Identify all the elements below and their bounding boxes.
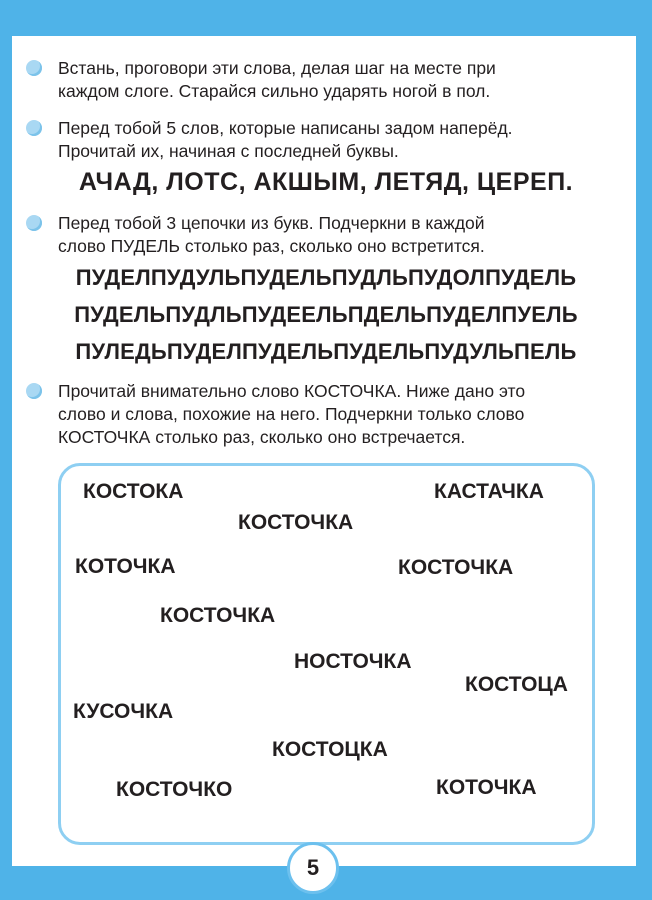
task-4-line-1: Прочитай внимательно слово КОСТОЧКА. Ниже дано это	[58, 381, 526, 401]
box-word: КОТОЧКА	[436, 776, 537, 799]
page-number: 5	[287, 842, 339, 894]
page-frame-left	[0, 0, 12, 900]
task-3-line-1: Перед тобой 3 цепочки из букв. Подчеркни в каждой	[58, 213, 485, 233]
task-1	[58, 57, 593, 103]
box-word: НОСТОЧКА	[294, 650, 412, 673]
task-2	[58, 117, 593, 163]
box-word: КОСТОКА	[83, 480, 184, 503]
box-word: КОСТОЦА	[465, 673, 568, 696]
box-word: КОСТОЧКА	[238, 511, 354, 534]
page-frame-top	[0, 0, 652, 36]
box-word: КОСТОЦКА	[272, 738, 388, 761]
letter-chain-3: ПУЛЕДЬПУДЕЛПУДЕЛЬПУДЕЛЬПУДУЛЬПЕЛЬ	[75, 339, 577, 364]
task-1-line-2: каждом слоге. Старайся сильно ударять ногой в пол.	[58, 81, 491, 101]
letter-chain-2: ПУДЕЛЬПУДЛЬПУДЕЕЛЬПДЕЛЬПУДЕЛПУЕЛЬ	[74, 302, 578, 327]
box-word: КОСТОЧКА	[398, 556, 514, 579]
bullet-icon	[26, 60, 42, 76]
task-1-line-1: Встань, проговори эти слова, делая шаг на месте при	[58, 58, 496, 78]
box-word: КОТОЧКА	[75, 555, 176, 578]
task-2-line-2: Прочитай их, начиная с последней буквы.	[58, 141, 399, 161]
box-word: КУСОЧКА	[73, 700, 174, 723]
reversed-words: АЧАД, ЛОТС, АКШЫМ, ЛЕТЯД, ЦЕРЕП.	[78, 168, 574, 196]
task-3-line-2: слово ПУДЕЛЬ столько раз, сколько оно встретится.	[58, 236, 485, 256]
task-4	[58, 380, 593, 449]
task-3	[58, 212, 593, 258]
task-4-line-3: КОСТОЧКА столько раз, сколько оно встречается.	[58, 427, 466, 447]
bullet-icon	[26, 215, 42, 231]
box-word: КАСТАЧКА	[434, 480, 544, 503]
box-word: КОСТОЧКО	[116, 778, 233, 801]
box-word: КОСТОЧКА	[160, 604, 276, 627]
task-2-line-1: Перед тобой 5 слов, которые написаны задом наперёд.	[58, 118, 513, 138]
bullet-icon	[26, 383, 42, 399]
page-frame-right	[636, 0, 652, 900]
letter-chain-1: ПУДЕЛПУДУЛЬПУДЕЛЬПУДЛЬПУДОЛПУДЕЛЬ	[75, 265, 577, 290]
bullet-icon	[26, 120, 42, 136]
task-4-line-2: слово и слова, похожие на него. Подчеркни только слово	[58, 404, 525, 424]
